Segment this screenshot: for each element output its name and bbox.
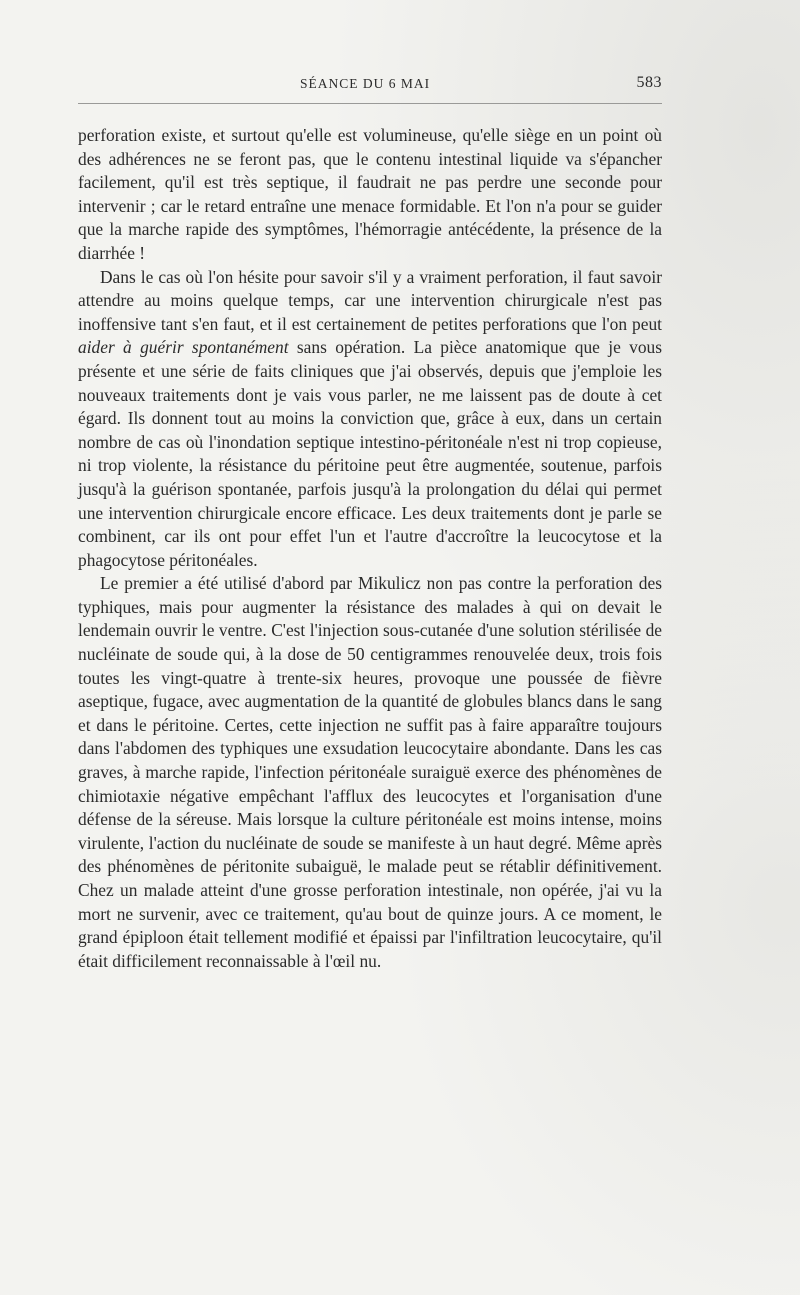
paragraph-2-part-2: sans opération. La pièce anatomique que je vous présente et une série de faits cliniques que j'ai observés, depuis que j'emploie les nouveaux traitements dont je vais vous parler, ne me laissent pas de doute à cet égard. Ils donnent tout au moins la conviction que, grâce à eux, dans un certain nombre de cas où l'inondation septique intestino-péritonéale n'est ni trop copieuse, ni trop violente, la résistance du péritoine peut être augmentée, soutenue, parfois jusqu'à la guérison spontanée, parfois jusqu'à la prolongation du délai qui permet une intervention chirurgicale encore efficace. Les deux traitements dont je parle se combinent, car ils ont pour effet l'un et l'autre d'accroître la leucocytose et la phagocytose péritonéales. (78, 337, 662, 570)
paragraph-2-part-1: Dans le cas où l'on hésite pour savoir s'il y a vraiment perforation, il faut savoir attendre au moins quelque temps, car une intervention chirurgicale n'est pas inoffensive tant s'en faut, et il est certainement de petites perforations que l'on peut (78, 266, 662, 334)
paragraph-1: perforation existe, et surtout qu'elle est volumineuse, qu'elle siège en un point où des adhérences ne se feront pas, que le contenu intestinal liquide va s'épancher facilement, qu'il est très septique, il faudrait ne pas perdre une seconde pour intervenir ; car le retard entraîne une menace formidable. Et l'on n'a pour se guider que la marche rapide des symptômes, l'hémorragie antécédente, la présence de la diarrhée ! (78, 125, 662, 263)
paragraph-2-emphasis: aider à guérir spontanément (78, 337, 289, 358)
paragraph-2 (78, 266, 662, 573)
running-title: SÉANCE DU 6 MAI (300, 76, 431, 91)
paragraph-3: Le premier a été utilisé d'abord par Mikulicz non pas contre la perforation des typhiques, mais pour augmenter la résistance des malades à qui on devait le lendemain ouvrir le ventre. C'est l'injection sous-cutanée d'une solution stérilisée de nucléinate de soude qui, à la dose de 50 centigrammes renouvelée deux, trois fois toutes les vingt-quatre à trente-six heures, provoque une poussée de fièvre aseptique, fugace, avec augmentation de la quantité de globules blancs dans le sang et dans le péritoine. Certes, cette injection ne suffit pas à faire apparaître toujours dans l'abdomen des typhiques une exsudation leucocytaire abondante. Dans les cas graves, à marche rapide, l'infection péritonéale suraiguë exerce des phénomènes de chimiotaxie négative empêchant l'afflux des leucocytes et l'organisation d'une défense de la séreuse. Mais lorsque la culture péritonéale est moins intense, moins virulente, l'action du nucléinate de soude se manifeste à un haut degré. Même après des phénomènes de péritonite subaiguë, le malade peut se rétablir définitivement. Chez un malade atteint d'une grosse perforation intestinale, non opérée, j'ai vu la mort ne survenir, avec ce traitement, qu'au bout de quinze jours. A ce moment, le grand épiploon était tellement modifié et épaissi par l'infiltration leucocytaire, qu'il était difficilement reconnaissable à l'œil nu. (78, 573, 662, 971)
running-head (78, 76, 662, 96)
header-rule (78, 103, 662, 104)
body-text (78, 124, 662, 973)
page-number: 583 (636, 74, 662, 91)
